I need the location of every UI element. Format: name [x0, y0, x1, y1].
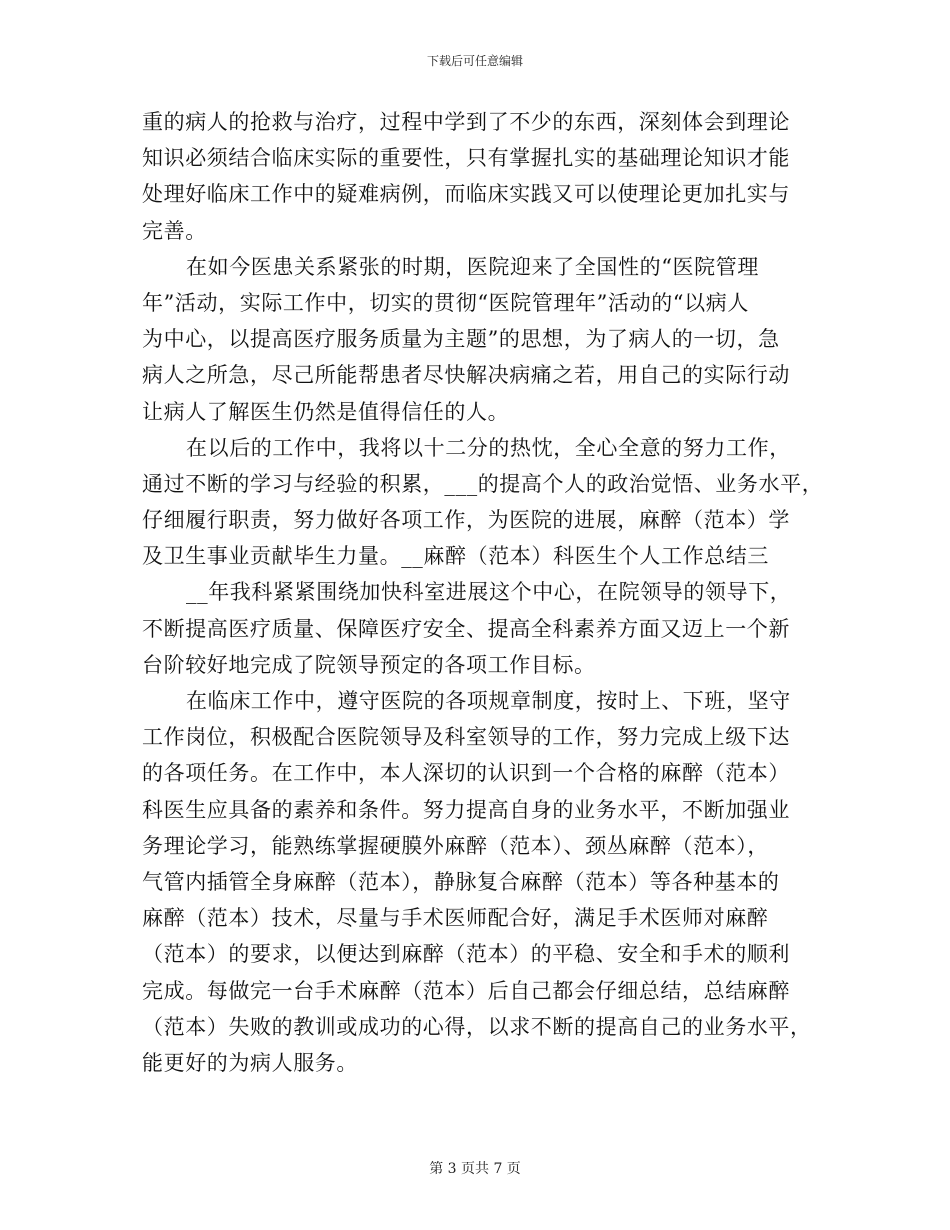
text-line: 在临床工作中，遵守医院的各项规章制度，按时上、下班，坚守 [186, 689, 791, 713]
text-line: 在如今医患关系紧张的时期，医院迎来了全国性的“医院管理 [186, 254, 759, 279]
text-line: 的各项任务。在工作中，本人深切的认识到一个合格的麻醉（范本） [142, 761, 790, 786]
text-line: 为中心，以提高医疗服务质量为主题”的思想，为了病人的一切，急 [142, 327, 780, 352]
text-line: 完成。每做完一台手术麻醉（范本）后自己都会仔细总结，总结麻醉 [142, 978, 790, 1003]
text-line: 台阶较好地完成了院领导预定的各项工作目标。 [142, 652, 596, 677]
text-line: 让病人了解医生仍然是值得信任的人。 [142, 399, 510, 424]
text-line: 能更好的为病人服务。 [142, 1050, 358, 1075]
text-line: 及卫生事业贡献毕生力量。__麻醉（范本）科医生个人工作总结三 [142, 544, 769, 569]
text-line: 通过不断的学习与经验的积累，___的提高个人的政治觉悟、业务水平， [142, 471, 824, 496]
text-line: 知识必须结合临床实际的重要性，只有掌握扎实的基础理论知识才能 [142, 146, 790, 171]
page-header: 下载后可任意编辑 [426, 54, 523, 68]
text-line: 完善。 [142, 218, 207, 243]
text-line: 不断提高医疗质量、保障医疗安全、提高全科素养方面又迈上一个新 [142, 616, 790, 641]
text-line: 重的病人的抢救与治疗，过程中学到了不少的东西，深刻体会到理论 [142, 110, 790, 134]
document-body [142, 104, 822, 1081]
page-footer: 第 3 页共 7 页 [429, 1161, 521, 1177]
text-line: 仔细履行职责，努力做好各项工作，为医院的进展，麻醉（范本）学 [142, 508, 790, 533]
text-line: 科医生应具备的素养和条件。努力提高自身的业务水平，不断加强业 [142, 797, 790, 822]
text-line: 麻醉（范本）技术，尽量与手术医师配合好，满足手术医师对麻醉 [142, 906, 769, 931]
text-line: 处理好临床工作中的疑难病例，而临床实践又可以使理论更加扎实与 [142, 182, 790, 207]
text-line: 工作岗位，积极配合医院领导及科室领导的工作，努力完成上级下达 [142, 725, 790, 750]
text-line: 气管内插管全身麻醉（范本），静脉复合麻醉（范本）等各种基本的 [142, 869, 780, 894]
text-line: 年”活动，实际工作中，切实的贯彻“医院管理年”活动的“以病人 [142, 290, 749, 315]
text-line: 务理论学习，能熟练掌握硬膜外麻醉（范本）、颈丛麻醉（范本）， [142, 833, 769, 858]
text-line: 病人之所急，尽己所能帮患者尽快解决病痛之若，用自己的实际行动 [142, 363, 790, 388]
text-line: （范本）的要求，以便达到麻醉（范本）的平稳、安全和手术的顺利 [142, 942, 790, 967]
text-line: __年我科紧紧围绕加快科室进展这个中心，在院领导的领导下， [186, 580, 792, 605]
text-line: （范本）失败的教训或成功的心得，以求不断的提高自己的业务水平， [142, 1014, 812, 1039]
text-line: 在以后的工作中，我将以十二分的热忱，全心全意的努力工作， [186, 435, 791, 460]
